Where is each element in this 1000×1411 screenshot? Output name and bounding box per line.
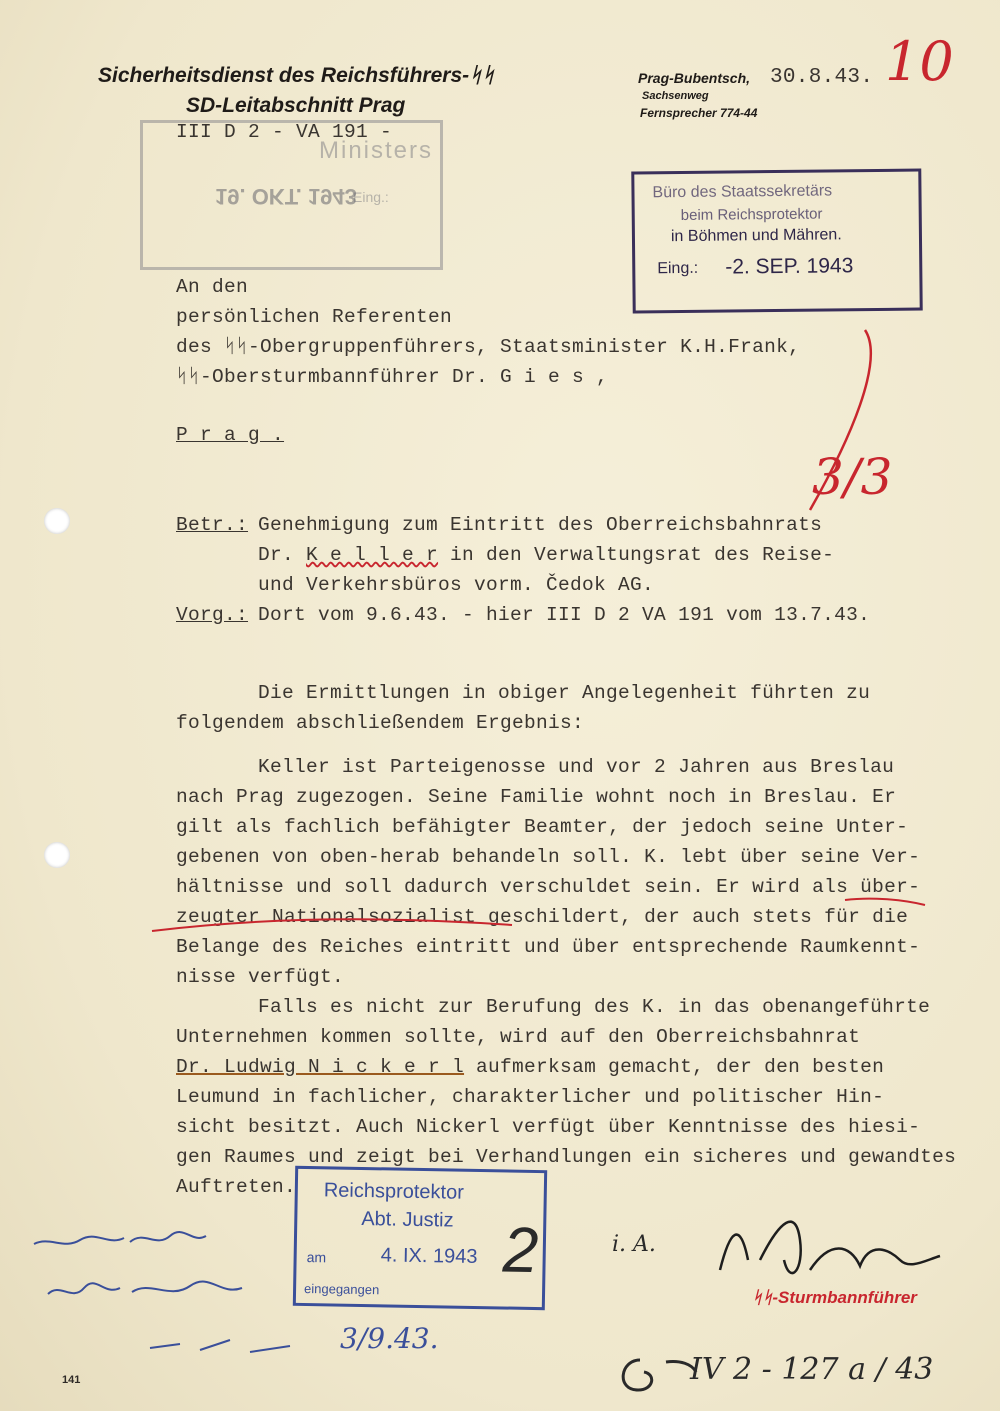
letterhead-phone: Fernsprecher 774-44 — [640, 106, 758, 120]
body-nickerl-name: Dr. Ludwig N i c k e r l — [176, 1056, 465, 1078]
letter-date: 30.8.43. — [770, 66, 874, 89]
body-p2-l7: Belange des Reiches eintritt und über entsprechende Raumkennt- — [176, 936, 921, 958]
body-p3-l5: sicht besitzt. Auch Nickerl verfügt über Kenntnisse des hiesi- — [176, 1116, 921, 1138]
body-p1-l2: folgendem abschließendem Ergebnis: — [176, 712, 585, 734]
betr-line1: Genehmigung zum Eintritt des Oberreichsbahnrats — [258, 514, 823, 536]
stamp-ministerial-title: Ministers — [319, 137, 434, 164]
stamp-secretary-line2: beim Reichsprotektor — [680, 205, 823, 225]
body-p2-l1: Keller ist Parteigenosse und vor 2 Jahren aus Breslau — [258, 756, 895, 778]
stamp-secretary-date: -2. SEP. 1943 — [725, 254, 854, 279]
signature-svg — [700, 1200, 950, 1300]
body-p3-l6: gen Raumes und zeigt bei Verhandlungen ein sicheres und gewandtes — [176, 1146, 957, 1168]
footer-number: 141 — [62, 1374, 81, 1386]
stamp-justice-line2: Abt. Justiz — [361, 1207, 454, 1232]
filing-number: IV 2 - 127 a / 43 — [690, 1352, 934, 1387]
vorg-label: Vorg.: — [176, 604, 249, 626]
blue-handwriting-svg — [20, 1222, 260, 1332]
stamp-justice — [293, 1166, 547, 1310]
signature-prefix: i. A. — [612, 1232, 656, 1257]
stamp-ministerial — [140, 120, 443, 270]
body-p1-l1: Die Ermittlungen in obiger Angelegenheit führten zu — [258, 682, 871, 704]
stamp-secretary-line3: in Böhmen und Mähren. — [670, 226, 842, 246]
body-p3-l3-post: aufmerksam gemacht, der den besten — [464, 1056, 885, 1078]
signature-rank: ᛋᛋ-Sturmbannführer — [752, 1288, 917, 1307]
stamp-secretary-line1: Büro des Staatssekretärs — [652, 182, 833, 202]
letterhead-street: Sachsenweg — [642, 90, 709, 102]
recipient-line1: An den — [176, 276, 249, 298]
stamp-ministerial-prefix: Eing.: — [353, 189, 389, 205]
ledger-date: 3/9.43. — [340, 1322, 439, 1355]
punch-hole-top — [44, 508, 70, 534]
body-p3-l3 — [176, 1056, 884, 1078]
body-p3-l4: Leumund in fachlicher, charakterlicher und politischer Hin- — [176, 1086, 885, 1108]
page-number-red: 10 — [885, 30, 954, 93]
body-p3-l7: Auftreten. — [176, 1176, 297, 1198]
filing-scribble-svg — [610, 1350, 700, 1400]
letterhead-place: Prag-Bubentsch, — [638, 70, 751, 86]
betr-line3: und Verkehrsbüros vorm. Čedok AG. — [258, 574, 655, 596]
punch-hole-bottom — [44, 842, 70, 868]
betr-keller-name: K e l l e r — [306, 544, 439, 566]
stamp-secretary-prefix: Eing.: — [657, 259, 699, 278]
betr-line2-post: in den Verwaltungsrat des Reise- — [438, 544, 835, 566]
red-underline-svg — [150, 895, 930, 935]
betr-label: Betr.: — [176, 514, 249, 536]
stamp-justice-prefix: am — [306, 1249, 327, 1266]
body-p2-l4: gebenen von oben-herab behandeln soll. K. lebt über seine Ver- — [176, 846, 921, 868]
body-p2-l6: zeugter Nationalsozialist geschildert, der auch stets für die — [176, 906, 909, 928]
stamp-justice-footer: eingegangen — [303, 1280, 380, 1298]
vorg-text: Dort vom 9.6.43. - hier III D 2 VA 191 vom 13.7.43. — [258, 604, 871, 626]
stamp-justice-line1: Reichsprotektor — [323, 1179, 465, 1204]
recipient-city: P r a g . — [176, 424, 285, 446]
letterhead-line2: SD-Leitabschnitt Prag — [186, 94, 406, 117]
recipient-line2: persönlichen Referenten — [176, 306, 453, 328]
betr-line2-pre: Dr. — [258, 544, 307, 566]
body-p3-l1: Falls es nicht zur Berufung des K. in das obenangeführte — [258, 996, 931, 1018]
stamp-justice-date: 4. IX. 1943 — [380, 1244, 478, 1269]
recipient-line4: ᛋᛋ-Obersturmbannführer Dr. G i e s , — [176, 366, 609, 388]
body-p3-l2: Unternehmen kommen sollte, wird auf den Oberreichsbahnrat — [176, 1026, 861, 1048]
letterhead-line1: Sicherheitsdienst des Reichsführers-ᛋᛋ — [98, 64, 495, 87]
body-p2-l5: hältnisse und soll dadurch verschuldet sein. Er wird als über- — [176, 876, 921, 898]
stamp-state-secretary — [631, 168, 922, 313]
red-mark-text: 3/3 — [812, 448, 893, 506]
stamp-ministerial-date: 19. OKT. 1943 — [215, 184, 357, 209]
body-p2-l2: nach Prag zugezogen. Seine Familie wohnt noch in Breslau. Er — [176, 786, 897, 808]
reference-number: III D 2 - VA 191 - — [176, 121, 393, 143]
body-p2-l3: gilt als fachlich befähigter Beamter, der jedoch seine Unter- — [176, 816, 909, 838]
recipient-line3: des ᛋᛋ-Obergruppenführers, Staatsminister K.H.Frank, — [176, 336, 801, 358]
stamp-justice-mark: 2 — [502, 1213, 540, 1287]
betr-line2 — [258, 544, 834, 566]
body-p2-l8: nisse verfügt. — [176, 966, 345, 988]
